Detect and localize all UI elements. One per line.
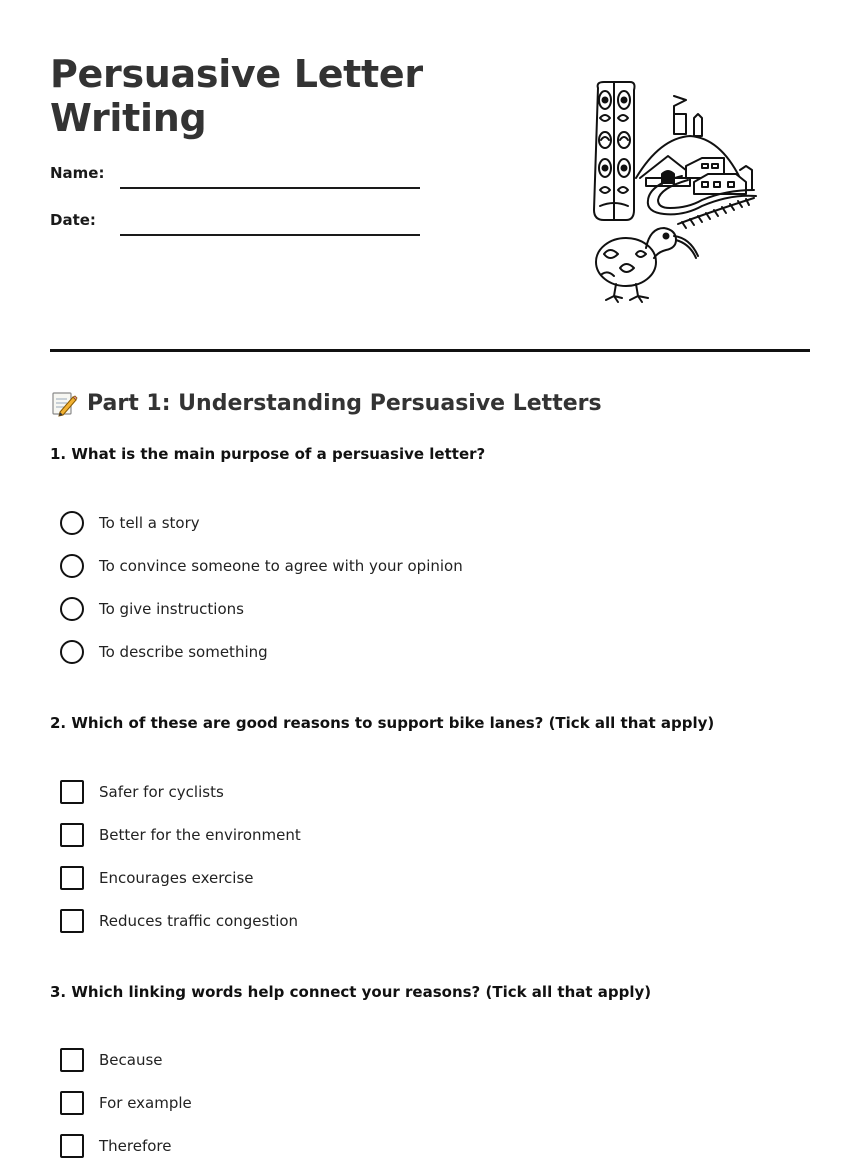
q1-option-4[interactable] bbox=[60, 639, 268, 665]
q2-option-3[interactable] bbox=[60, 865, 254, 891]
q3-option-1[interactable] bbox=[60, 1047, 163, 1073]
q2-option-2[interactable] bbox=[60, 822, 301, 848]
q1-option-2[interactable] bbox=[60, 553, 463, 579]
checkbox[interactable] bbox=[60, 823, 84, 847]
option-label: To convince someone to agree with your opinion bbox=[99, 557, 463, 575]
checkbox[interactable] bbox=[60, 866, 84, 890]
radio-button[interactable] bbox=[60, 640, 84, 664]
option-label: Safer for cyclists bbox=[99, 783, 224, 801]
header-divider bbox=[50, 349, 810, 352]
checkbox[interactable] bbox=[60, 1091, 84, 1115]
option-label: Because bbox=[99, 1051, 163, 1069]
checkbox[interactable] bbox=[60, 780, 84, 804]
q1-option-3[interactable] bbox=[60, 596, 244, 622]
checkbox[interactable] bbox=[60, 1048, 84, 1072]
q2-option-1[interactable] bbox=[60, 779, 224, 805]
date-field[interactable] bbox=[50, 209, 420, 239]
checkbox[interactable] bbox=[60, 1134, 84, 1158]
page-title bbox=[50, 52, 470, 140]
option-label: Encourages exercise bbox=[99, 869, 254, 887]
option-label: Reduces traffic congestion bbox=[99, 912, 299, 930]
q3-option-2[interactable] bbox=[60, 1090, 192, 1116]
village-kiwi-illustration-icon bbox=[590, 78, 762, 304]
option-label: To describe something bbox=[99, 643, 268, 661]
question-1: 1. What is the main purpose of a persuasive letter? bbox=[50, 445, 486, 463]
option-label: For example bbox=[99, 1094, 192, 1112]
option-label: To tell a story bbox=[99, 514, 200, 532]
q3-option-3[interactable] bbox=[60, 1133, 172, 1159]
option-label: Therefore bbox=[99, 1137, 172, 1155]
title-line-2: Writing bbox=[50, 96, 207, 140]
date-label: Date: bbox=[50, 211, 96, 229]
radio-button[interactable] bbox=[60, 511, 84, 535]
q1-option-1[interactable] bbox=[60, 510, 200, 536]
q2-option-4[interactable] bbox=[60, 908, 298, 934]
question-2: 2. Which of these are good reasons to support bike lanes? (Tick all that apply) bbox=[50, 714, 715, 732]
option-label: Better for the environment bbox=[99, 826, 301, 844]
section-heading-part-1 bbox=[50, 386, 602, 420]
radio-button[interactable] bbox=[60, 554, 84, 578]
memo-pencil-icon bbox=[50, 389, 78, 417]
radio-button[interactable] bbox=[60, 597, 84, 621]
checkbox[interactable] bbox=[60, 909, 84, 933]
name-line[interactable] bbox=[120, 187, 420, 189]
option-label: To give instructions bbox=[99, 600, 244, 618]
title-line-1: Persuasive Letter bbox=[50, 52, 423, 96]
date-line[interactable] bbox=[120, 234, 420, 236]
section-title: Part 1: Understanding Persuasive Letters bbox=[87, 390, 602, 416]
name-field[interactable] bbox=[50, 162, 420, 192]
name-label: Name: bbox=[50, 164, 105, 182]
question-3: 3. Which linking words help connect your reasons? (Tick all that apply) bbox=[50, 983, 652, 1001]
